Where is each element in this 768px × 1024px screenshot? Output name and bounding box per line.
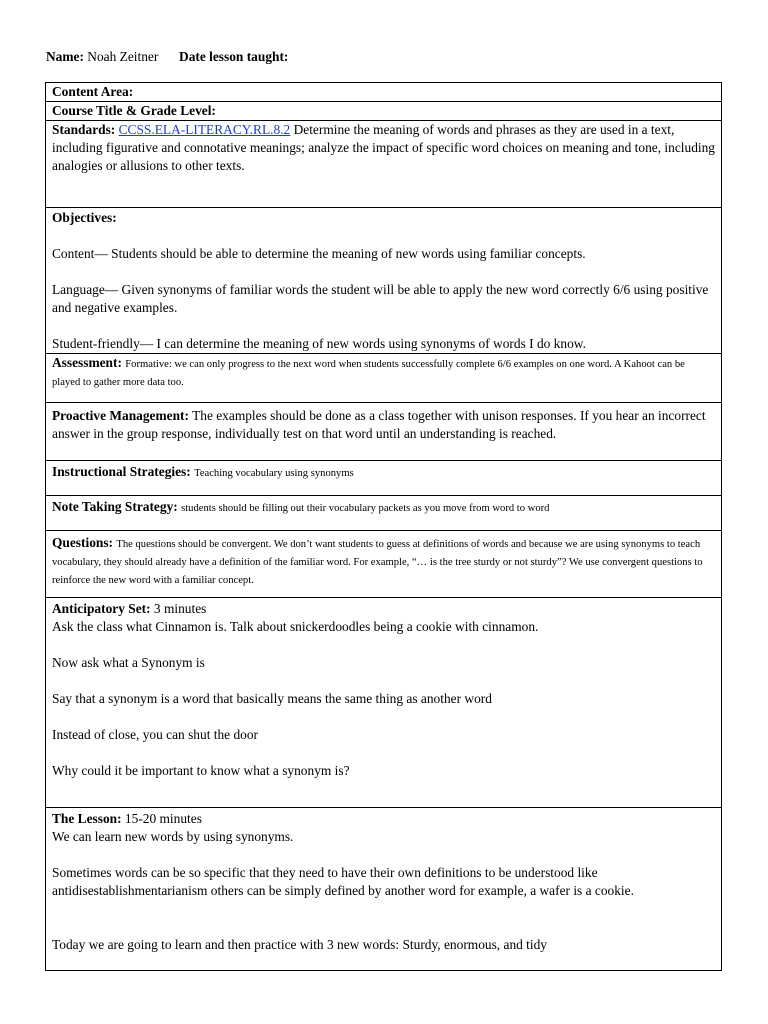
anticipatory-time: 3 minutes: [150, 601, 207, 616]
proactive-text: The examples should be done as a class together with unison responses. If you hear an incorrect answer in the group response, individually test on that word until an understanding is reached.: [52, 408, 706, 441]
instructional-label: Instructional Strategies:: [52, 464, 191, 479]
proactive-label: Proactive Management:: [52, 408, 189, 423]
lesson-label: The Lesson:: [52, 811, 122, 826]
objective-content: Content— Students should be able to determine the meaning of new words using familiar concepts.: [52, 246, 586, 261]
name-value: Noah Zeitner: [87, 49, 159, 64]
objective-language: Language— Given synonyms of familiar words the student will be able to apply the new word correctly 6/6 using positive and negative examples.: [52, 282, 709, 315]
objective-student-friendly: Student-friendly— I can determine the meaning of new words using synonyms of words I do know.: [52, 336, 586, 351]
standards-text: Determine the meaning of words and phrases as they are used in a text, including figurative and connotative meanings; analyze the impact of specific word choices on meaning and tone, including analogies or allusions to other texts.: [52, 122, 715, 173]
assessment-label: Assessment:: [52, 355, 122, 370]
anticipatory-line: Ask the class what Cinnamon is. Talk about snickerdoodles being a cookie with cinnamon.: [52, 619, 539, 634]
anticipatory-line: Now ask what a Synonym is: [52, 655, 205, 670]
row-the-lesson: [46, 808, 722, 971]
standards-label: Standards:: [52, 122, 116, 137]
lesson-time: 15-20 minutes: [121, 811, 202, 826]
questions-label: Questions:: [52, 535, 114, 550]
anticipatory-line: Say that a synonym is a word that basically means the same thing as another word: [52, 691, 492, 706]
lesson-line: We can learn new words by using synonyms.: [52, 829, 294, 844]
assessment-text: Formative: we can only progress to the next word when students successfully complete 6/6 examples on one word. A Kahoot can be played to gather more data too.: [52, 359, 685, 388]
objectives-label: Objectives:: [52, 210, 117, 225]
row-standards: [46, 121, 722, 208]
row-questions: [46, 531, 722, 598]
questions-text: The questions should be convergent. We don’t want students to guess at definitions of words and because we are using synonyms to teach vocabulary, they should already have a definition of the familiar word. For example, “… is the tree sturdy or not sturdy”? We use convergent questions to reinforce the new word with a familiar concept.: [52, 539, 703, 586]
instructional-text: Teaching vocabulary using synonyms: [194, 468, 354, 479]
anticipatory-line: Instead of close, you can shut the door: [52, 727, 259, 742]
lesson-line: Sometimes words can be so specific that they need to have their own definitions to be understood like antidisestablishmentarianism others can be simply defined by another word for example, a wafer is a cookie.: [52, 865, 634, 898]
document-header: [46, 48, 288, 66]
lesson-plan-table: [45, 82, 722, 971]
row-objectives: [46, 208, 722, 354]
row-instructional-strategies: [46, 461, 722, 496]
row-course-title: [46, 102, 722, 121]
standards-link[interactable]: CCSS.ELA-LITERACY.RL.8.2: [118, 122, 291, 137]
row-anticipatory-set: [46, 598, 722, 808]
row-note-taking: [46, 496, 722, 531]
content-area-label: Content Area:: [52, 84, 134, 99]
lesson-line: Today we are going to learn and then practice with 3 new words: Sturdy, enormous, and tidy: [52, 937, 548, 952]
name-label: Name:: [46, 49, 84, 64]
row-proactive-management: [46, 403, 722, 461]
anticipatory-line: Why could it be important to know what a synonym is?: [52, 763, 350, 778]
anticipatory-label: Anticipatory Set:: [52, 601, 151, 616]
row-content-area: [46, 83, 722, 102]
note-taking-label: Note Taking Strategy:: [52, 499, 178, 514]
date-label: Date lesson taught:: [179, 49, 289, 64]
row-assessment: [46, 354, 722, 403]
course-title-label: Course Title & Grade Level:: [52, 103, 216, 118]
note-taking-text: students should be filling out their vocabulary packets as you move from word to word: [181, 503, 550, 514]
